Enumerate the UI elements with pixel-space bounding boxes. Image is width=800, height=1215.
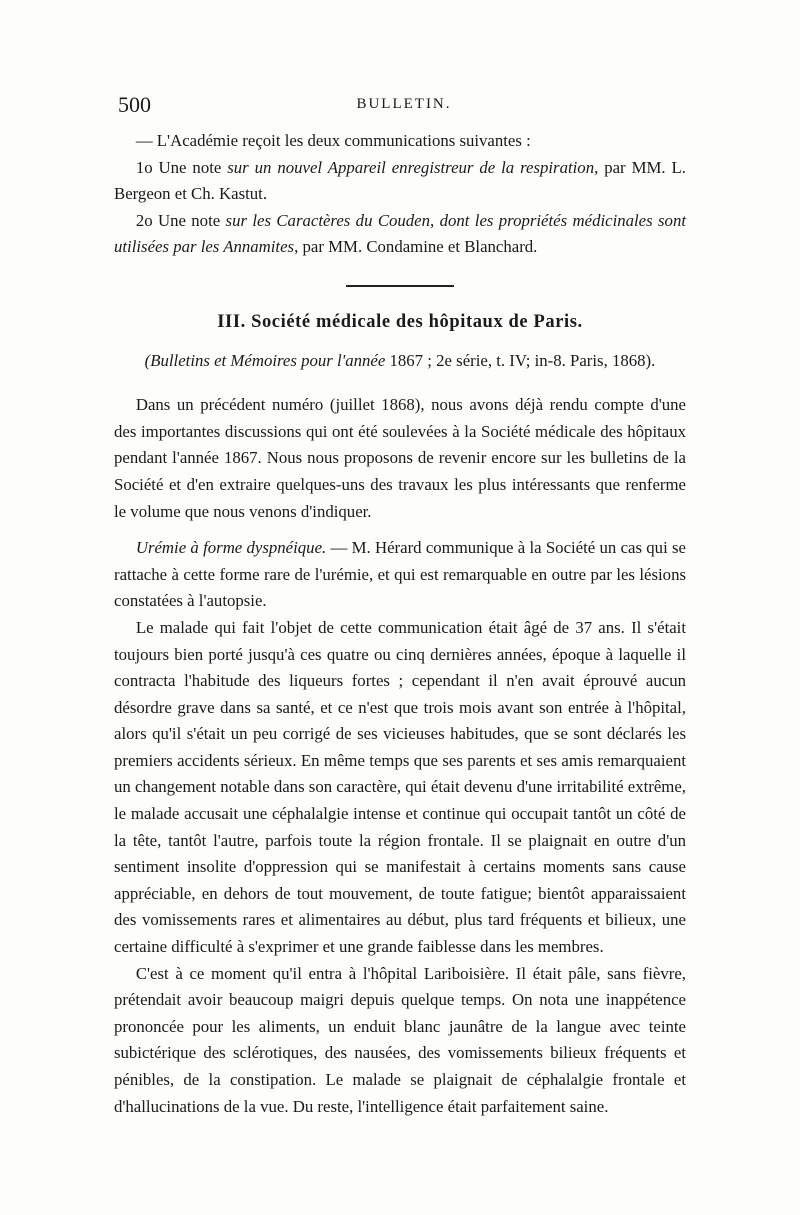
- citation-rest: 1867 ; 2e série, t. IV; in-8. Paris, 1868).: [385, 350, 656, 370]
- item-2-prefix: 2o Une note: [135, 210, 226, 230]
- list-item-1: [114, 155, 686, 208]
- paragraph-4: C'est à ce moment qu'il entra à l'hôpital Lariboisière. Il était pâle, sans fièvre, prétendait avoir beaucoup maigri depuis quelque temps. On nota une inappétence prononcée pour les aliments, un enduit blanc jaunâtre de la langue avec teinte subictérique des sclérotiques, des nausées, des vomissements bilieux fréquents et pénibles, de la constipation. Le malade se plaignait de céphalalgie frontale et d'hallucinations de la vue. Du reste, l'intelligence était parfaitement saine.: [114, 963, 686, 1116]
- item-1-suffix: , par MM. L. Bergeon et Ch. Kastut.: [114, 157, 686, 204]
- item-1-title: sur un nouvel Appareil enregistreur de la respiration: [227, 157, 595, 177]
- citation-italic: (Bulletins et Mémoires pour l'année: [144, 350, 386, 370]
- item-2-suffix: , par MM. Condamine et Blanchard.: [294, 237, 538, 257]
- running-head: BULLETIN.: [356, 96, 452, 112]
- paragraph-2: [114, 535, 686, 615]
- page-number: 500: [118, 92, 151, 117]
- page-header: [118, 92, 690, 122]
- item-1-prefix: 1o Une note: [135, 157, 228, 177]
- section-title: III. Société médicale des hôpitaux de Paris.: [217, 311, 583, 332]
- paragraph-3: Le malade qui fait l'objet de cette communication était âgé de 37 ans. Il s'était toujours bien porté jusqu'à ces quatre ou cinq dernières années, époque à laquelle il contracta l'habitude des liqueurs fortes ; cependant il n'en avait éprouvé aucun désordre grave dans sa santé, et ce n'est que trois mois avant son entrée à l'hôpital, alors qu'il s'était un peu corrigé de ses vicieuses habitudes, que se sont déclarés les premiers accidents sérieux. En même temps que ses parents et ses amis remarquaient un changement notable dans son caractère, qui était devenu d'une irritabilité extrême, le malade accusait une céphalalgie intense et continue qui occupait tantôt un côté de la tête, tantôt l'autre, parfois toute la région frontale. Il se plaignait en outre d'un sentiment insolite d'oppression qui se manifestait à certains moments sans cause appréciable, en dehors de tout mouvement, de toute fatigue; bientôt apparaissaient des vomissements rares et alimentaires au début, plus tard fréquents et bilieux, une certaine difficulté à s'exprimer et une grande faiblesse dans les membres.: [114, 617, 686, 957]
- item-2-title: sur les Caractères du Couden, dont les propriétés médicinales sont utilisées par les Annamites: [114, 210, 686, 257]
- paragraph-2-heading: Urémie à forme dyspnéique.: [135, 538, 327, 558]
- paragraph-2-text: — M. Hérard communique à la Société un cas qui se rattache à cette forme rare de l'urémie, et qui est remarquable en outre par les lésions constatées à l'autopsie.: [114, 538, 686, 611]
- section-divider: [346, 285, 454, 287]
- intro-line: — L'Académie reçoit les deux communications suivantes :: [135, 131, 531, 150]
- section-citation: [114, 348, 686, 375]
- list-item-2: [114, 208, 686, 261]
- text-body: [114, 128, 686, 1120]
- paragraph-1: Dans un précédent numéro (juillet 1868), nous avons déjà rendu compte d'une des importantes discussions qui ont été soulevées à la Société médicale des hôpitaux pendant l'année 1867. Nous nous proposons de revenir encore sur les bulletins de la Société et d'en extraire quelques-uns des travaux les plus intéressants que renferme le volume que nous venons d'indiquer.: [114, 395, 686, 521]
